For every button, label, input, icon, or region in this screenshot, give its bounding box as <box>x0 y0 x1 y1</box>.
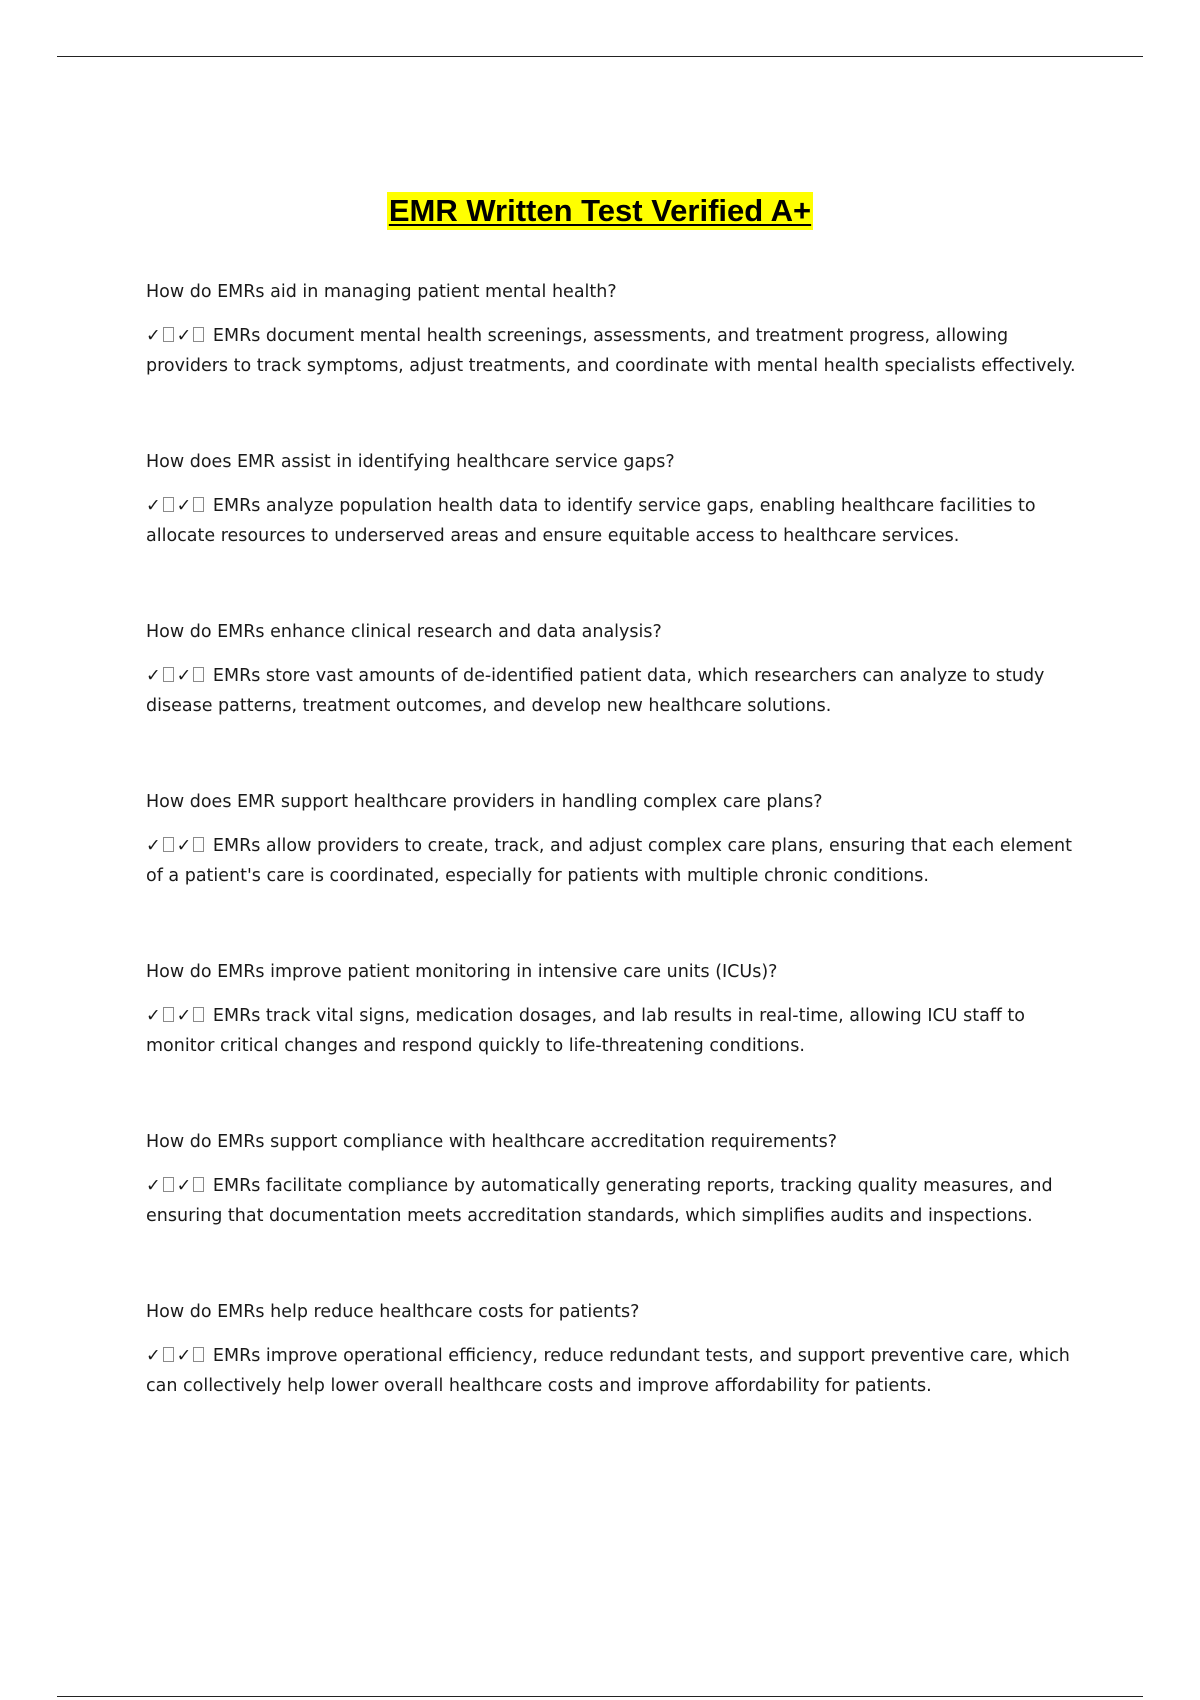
answer-text: EMRs analyze population health data to identify service gaps, enabling healthcare facilities to allocate resources to underserved areas and ensure equitable access to healthcare services. <box>146 496 1036 546</box>
checkmark-icon-group <box>146 666 207 686</box>
page-title: EMR Written Test Verified A+ <box>388 193 812 228</box>
missing-glyph-box-icon <box>163 1007 174 1022</box>
missing-glyph-box-icon <box>163 1347 174 1362</box>
missing-glyph-box-icon <box>163 667 174 682</box>
missing-glyph-box-icon <box>163 497 174 512</box>
question-text: How do EMRs enhance clinical research and data analysis? <box>146 622 662 642</box>
qa-item <box>146 447 1076 551</box>
checkmark-icon: ✓ <box>146 666 161 686</box>
checkmark-icon: ✓ <box>146 836 161 856</box>
question-text: How does EMR assist in identifying healthcare service gaps? <box>146 452 675 472</box>
missing-glyph-box-icon <box>163 1177 174 1192</box>
checkmark-icon-group <box>146 1006 207 1026</box>
missing-glyph-box-icon <box>193 1177 204 1192</box>
missing-glyph-box-icon <box>193 1007 204 1022</box>
title-block <box>0 192 1200 230</box>
qa-item <box>146 1297 1076 1401</box>
checkmark-icon: ✓ <box>176 1176 192 1196</box>
checkmark-icon: ✓ <box>176 496 192 516</box>
qa-item <box>146 787 1076 891</box>
footer-rule <box>57 1696 1143 1697</box>
question-text: How do EMRs aid in managing patient mental health? <box>146 282 617 302</box>
missing-glyph-box-icon <box>193 667 204 682</box>
missing-glyph-box-icon <box>163 837 174 852</box>
qa-item <box>146 617 1076 721</box>
qa-list <box>146 277 1076 1467</box>
qa-item <box>146 957 1076 1061</box>
checkmark-icon-group <box>146 1176 207 1196</box>
checkmark-icon: ✓ <box>176 326 192 346</box>
question-text: How do EMRs help reduce healthcare costs for patients? <box>146 1302 640 1322</box>
answer-paragraph <box>146 1001 1076 1061</box>
answer-text: EMRs track vital signs, medication dosages, and lab results in real-time, allowing ICU staff to monitor critical changes and respond quickly to life-threatening conditions. <box>146 1006 1025 1056</box>
qa-item <box>146 1127 1076 1231</box>
checkmark-icon-group <box>146 836 207 856</box>
checkmark-icon: ✓ <box>146 1346 161 1366</box>
question-text: How do EMRs support compliance with healthcare accreditation requirements? <box>146 1132 837 1152</box>
checkmark-icon: ✓ <box>176 1346 192 1366</box>
checkmark-icon: ✓ <box>176 836 192 856</box>
answer-text: EMRs store vast amounts of de-identified patient data, which researchers can analyze to study disease patterns, treatment outcomes, and develop new healthcare solutions. <box>146 666 1045 716</box>
checkmark-icon: ✓ <box>146 496 161 516</box>
question-text: How does EMR support healthcare providers in handling complex care plans? <box>146 792 823 812</box>
checkmark-icon-group <box>146 496 207 516</box>
checkmark-icon: ✓ <box>146 326 161 346</box>
answer-text: EMRs allow providers to create, track, and adjust complex care plans, ensuring that each element of a patient's care is coordinated, especially for patients with multiple chronic conditions. <box>146 836 1072 886</box>
answer-paragraph <box>146 1171 1076 1231</box>
checkmark-icon: ✓ <box>176 1006 192 1026</box>
checkmark-icon: ✓ <box>146 1006 161 1026</box>
answer-paragraph <box>146 321 1076 381</box>
checkmark-icon: ✓ <box>176 666 192 686</box>
answer-text: EMRs facilitate compliance by automatically generating reports, tracking quality measures, and ensuring that documentation meets accreditation standards, which simplifies audits and inspections. <box>146 1176 1053 1226</box>
missing-glyph-box-icon <box>193 837 204 852</box>
missing-glyph-box-icon <box>193 497 204 512</box>
header-rule <box>57 56 1143 57</box>
question-text: How do EMRs improve patient monitoring in intensive care units (ICUs)? <box>146 962 778 982</box>
checkmark-icon-group <box>146 1346 207 1366</box>
answer-paragraph <box>146 831 1076 891</box>
answer-paragraph <box>146 491 1076 551</box>
missing-glyph-box-icon <box>193 327 204 342</box>
qa-item <box>146 277 1076 381</box>
missing-glyph-box-icon <box>193 1347 204 1362</box>
answer-paragraph <box>146 1341 1076 1401</box>
answer-paragraph <box>146 661 1076 721</box>
checkmark-icon: ✓ <box>146 1176 161 1196</box>
missing-glyph-box-icon <box>163 327 174 342</box>
checkmark-icon-group <box>146 326 207 346</box>
answer-text: EMRs improve operational efficiency, reduce redundant tests, and support preventive care, which can collectively help lower overall healthcare costs and improve affordability for patients. <box>146 1346 1070 1396</box>
answer-text: EMRs document mental health screenings, assessments, and treatment progress, allowing providers to track symptoms, adjust treatments, and coordinate with mental health specialists effectively. <box>146 326 1076 376</box>
